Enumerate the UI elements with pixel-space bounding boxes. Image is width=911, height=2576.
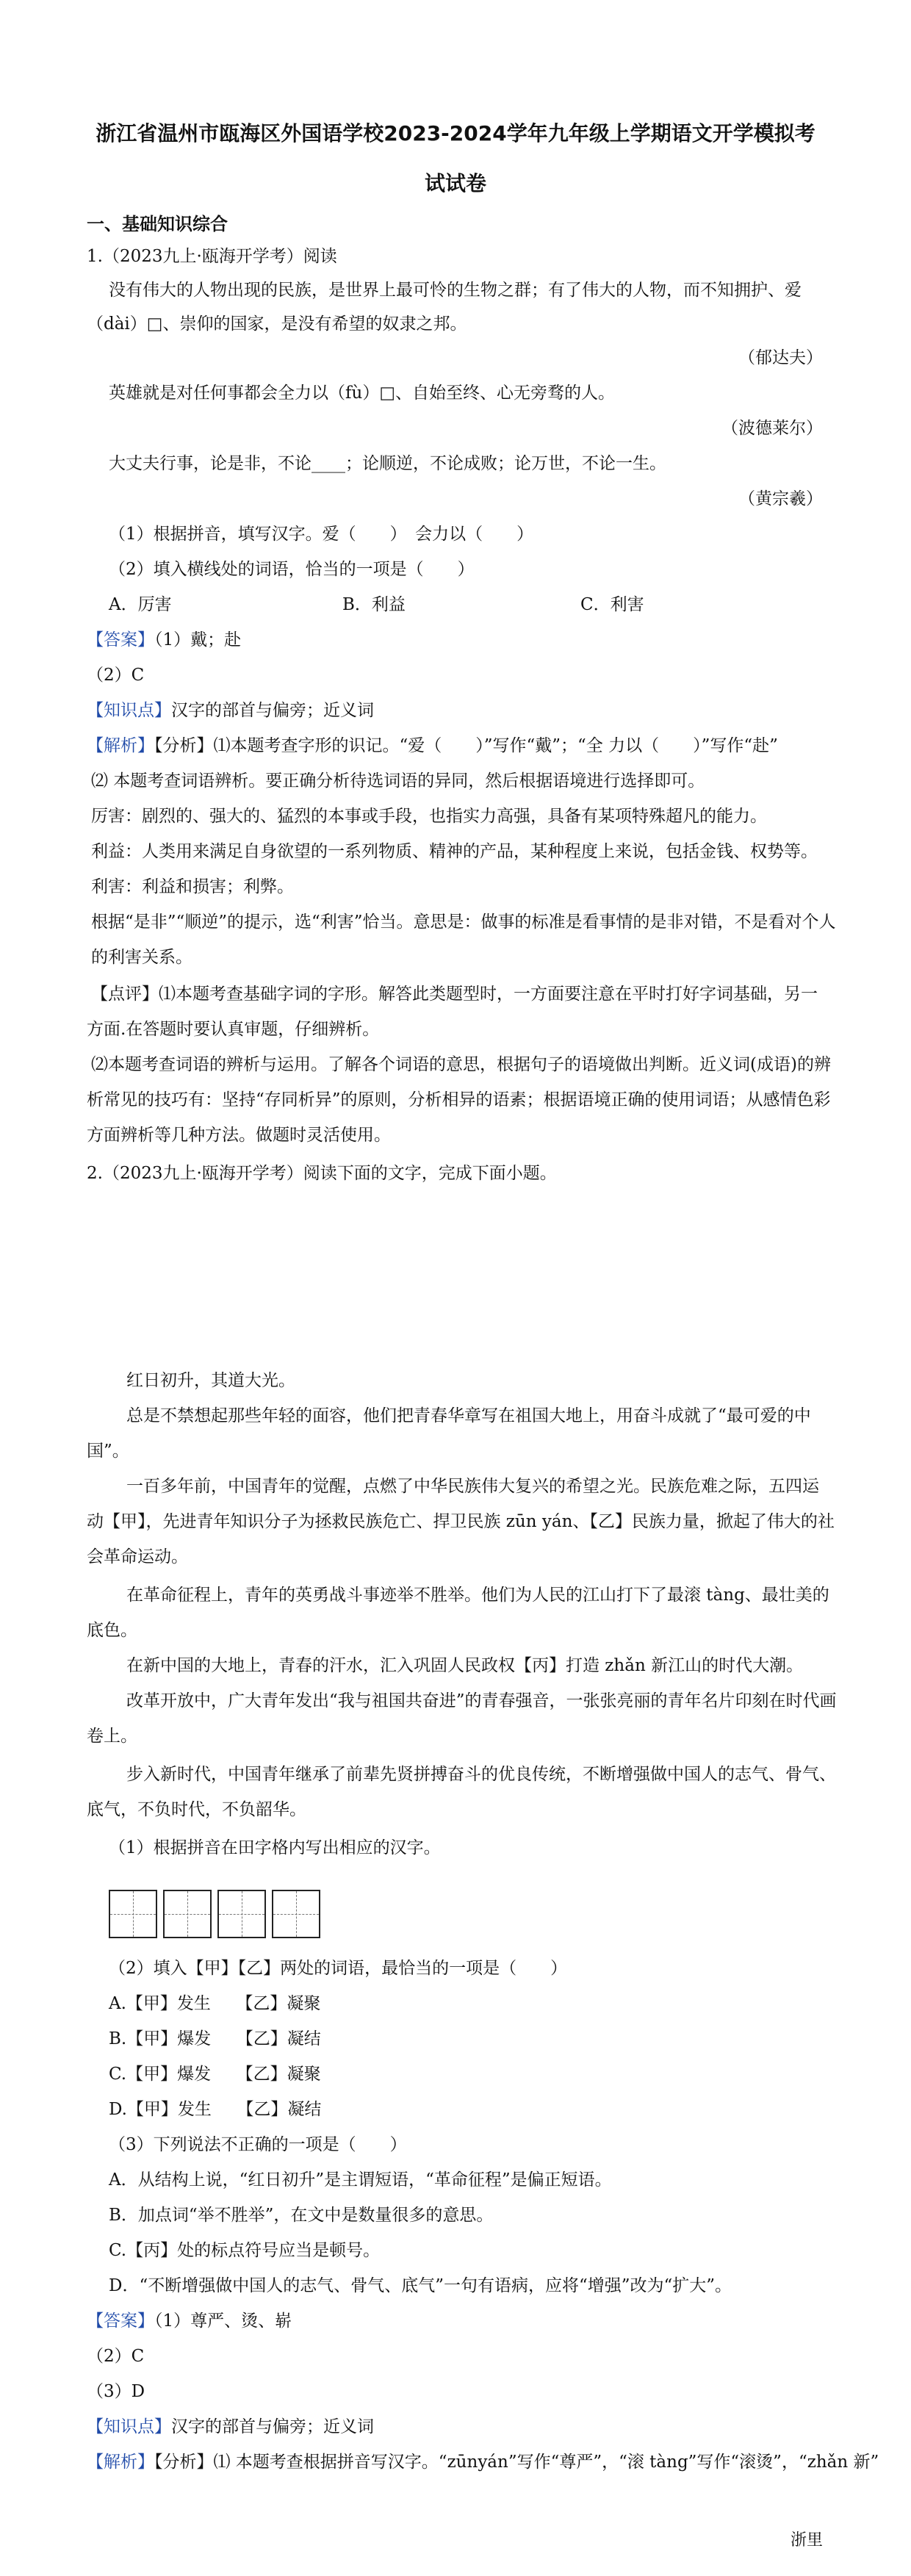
tianzige-cell[interactable] (109, 1890, 157, 1938)
q1-analysis-6: 根据“是非”“顺逆”的提示，选“利害”恰当。意思是：做事的标准是看事情的是非对错，不是看对个人 (91, 913, 836, 932)
q1-heading: 1.（2023九上·瓯海开学考）阅读 (87, 247, 337, 266)
tianzige-cell[interactable] (163, 1890, 212, 1938)
q1-analysis-7: 的利害关系。 (91, 948, 192, 967)
q1-comment-1: 【点评】⑴本题考查基础字词的字形。解答此类题型时，一方面要注意在平时打好字词基础，另一 (91, 985, 818, 1004)
q1-knowledge-text: 汉字的部首与偏旁；近义词 (171, 701, 374, 720)
q2-knowledge-text: 汉字的部首与偏旁；近义词 (171, 2417, 374, 2436)
q2-text-6a: 改革开放中，广大青年发出“我与祖国共奋进”的青春强音，一张张亮丽的青年名片印刻在时代画 (126, 1691, 837, 1710)
section-heading: 一、基础知识综合 (87, 214, 228, 234)
knowledge-tag: 【知识点】 (87, 701, 171, 720)
q1-comment-3: ⑵本题考查词语的辨析与运用。了解各个词语的意思，根据句子的语境做出判断。近义词(成语)的辨 (91, 1055, 831, 1074)
analysis-tag: 【解析】 (87, 2453, 154, 2472)
q2-sub3-option-a: A．从结构上说，“红日初升”是主谓短语，“革命征程”是偏正短语。 (109, 2170, 612, 2190)
q1-source3: （黄宗羲） (738, 489, 823, 508)
q1-sub2: （2）填入横线处的词语，恰当的一项是（ ） (109, 560, 475, 579)
answer-tag: 【答案】 (87, 630, 154, 650)
q1-answer-1: （1）戴；赴 (154, 630, 242, 650)
q2-text-2a: 总是不禁想起那些年轻的面容，他们把青春华章写在祖国大地上，用奋斗成就了“最可爱的中 (126, 1406, 811, 1425)
q2-knowledge (87, 2413, 374, 2437)
tianzige-cell[interactable] (217, 1890, 266, 1938)
q2-answer-1: （1）尊严、烫、崭 (154, 2311, 292, 2331)
q2-analysis-1: 【分析】⑴ 本题考查根据拼音写汉字。“zūnyán”写作“尊严”，“滚 tàng”写作“滚烫”，“zhǎn 新” (154, 2453, 879, 2472)
q2-sub3-option-b: B．加点词“举不胜举”，在文中是数量很多的意思。 (109, 2206, 494, 2225)
q1-answer-2: （2）C (87, 666, 145, 685)
q2-text-3b: 动【甲】，先进青年知识分子为拯救民族危亡、捍卫民族 zūn yán、【乙】民族力量，掀起了伟大的社 (87, 1512, 835, 1531)
q2-analysis (87, 2448, 879, 2472)
q1-analysis-1: 【分析】⑴本题考查字形的识记。“爱（ ）”写作“戴”；“全 力以（ ）”写作“赴” (154, 736, 778, 755)
q2-text-2b: 国”。 (87, 1442, 129, 1461)
q1-option-b: B．利益 (342, 595, 406, 614)
tianzige-grid[interactable] (109, 1890, 326, 1938)
q2-sub3: （3）下列说法不正确的一项是（ ） (109, 2135, 407, 2154)
q2-answer-3: （3）D (87, 2382, 145, 2401)
q2-heading: 2.（2023九上·瓯海开学考）阅读下面的文字，完成下面小题。 (87, 1164, 557, 1183)
q1-comment-5: 方面辨析等几种方法。做题时灵活使用。 (87, 1126, 391, 1145)
q2-text-4a: 在革命征程上，青年的英勇战斗事迹举不胜举。他们为人民的江山打下了最滚 tàng、最壮美的 (126, 1586, 829, 1605)
q1-analysis-5: 利害：利益和损害；利弊。 (91, 877, 294, 896)
page-title-line1: 浙江省温州市瓯海区外国语学校2023-2024学年九年级上学期语文开学模拟考 (96, 121, 815, 145)
q1-source1: （郁达夫） (738, 348, 823, 367)
q2-text-1: 红日初升，其道大光。 (126, 1371, 295, 1390)
q2-answer (87, 2307, 292, 2331)
q1-knowledge (87, 697, 374, 721)
q1-para2: 英雄就是对任何事都会全力以（fù）□、自始至终、心无旁骛的人。 (109, 384, 616, 403)
q1-para1a: 没有伟大的人物出现的民族，是世界上最可怜的生物之群；有了伟大的人物，而不知拥护、爱 (109, 281, 802, 300)
q2-sub2: （2）填入【甲】【乙】两处的词语，最恰当的一项是（ ） (109, 1959, 568, 1978)
q1-comment-4: 析常见的技巧有：坚持“存同析异”的原则，分析相异的语素；根据语境正确的使用词语；从感情色彩 (87, 1090, 831, 1109)
page-title-line2: 试试卷 (424, 171, 486, 195)
q2-sub3-option-d: D．“不断增强做中国人的志气、骨气、底气”一句有语病，应将“增强”改为“扩大”。 (109, 2276, 732, 2295)
q2-text-4b: 底色。 (87, 1621, 137, 1640)
q2-sub1: （1）根据拼音在田字格内写出相应的汉字。 (109, 1838, 441, 1857)
q2-text-7a: 步入新时代，中国青年继承了前辈先贤拼搏奋斗的优良传统，不断增强做中国人的志气、骨气、 (126, 1765, 836, 1784)
q2-text-7b: 底气，不负时代，不负韶华。 (87, 1800, 306, 1819)
q1-para1b: （dài）□、崇仰的国家，是没有希望的奴隶之邦。 (87, 314, 467, 334)
knowledge-tag: 【知识点】 (87, 2417, 171, 2436)
analysis-tag: 【解析】 (87, 736, 154, 755)
q2-answer-2: （2）C (87, 2347, 145, 2366)
q1-analysis (87, 732, 778, 756)
q1-comment-2: 方面.在答题时要认真审题，仔细辨析。 (87, 1020, 380, 1039)
q2-sub2-option-c: C.【甲】爆发 【乙】凝聚 (109, 2065, 321, 2084)
q1-option-c: C．利害 (580, 595, 644, 614)
q1-analysis-2: ⑵ 本题考查词语辨析。要正确分析待选词语的异同，然后根据语境进行选择即可。 (91, 771, 705, 791)
q1-answer (87, 626, 241, 650)
q2-sub2-option-a: A.【甲】发生 【乙】凝聚 (109, 1994, 321, 2013)
q1-analysis-3: 厉害：剧烈的、强大的、猛烈的本事或手段，也指实力高强，具备有某项特殊超凡的能力。 (91, 807, 767, 826)
q1-analysis-4: 利益：人类用来满足自身欲望的一系列物质、精神的产品，某种程度上来说，包括金钱、权势等。 (91, 842, 818, 861)
q1-sub1: （1）根据拼音，填写汉字。爱（ ） 会力以（ ） (109, 525, 534, 544)
q2-text-3c: 会革命运动。 (87, 1547, 188, 1566)
q2-text-5: 在新中国的大地上，青春的汗水，汇入巩固人民政权【丙】打造 zhǎn 新江山的时代大潮。 (126, 1656, 804, 1675)
page-footer: 浙里 (790, 2531, 823, 2550)
tianzige-cell[interactable] (272, 1890, 320, 1938)
q1-option-a: A．厉害 (109, 595, 172, 614)
q1-source2: （波德莱尔） (721, 419, 823, 438)
q2-text-6b: 卷上。 (87, 1727, 137, 1746)
answer-tag: 【答案】 (87, 2311, 154, 2331)
q2-sub3-option-c: C.【丙】处的标点符号应当是顿号。 (109, 2241, 381, 2260)
q1-para3: 大丈夫行事，论是非，不论____；论顺逆，不论成败；论万世，不论一生。 (109, 454, 666, 473)
q2-sub2-option-b: B.【甲】爆发 【乙】凝结 (109, 2029, 321, 2048)
q2-sub2-option-d: D.【甲】发生 【乙】凝结 (109, 2100, 322, 2119)
q2-text-3a: 一百多年前，中国青年的觉醒，点燃了中华民族伟大复兴的希望之光。民族危难之际，五四运 (126, 1477, 819, 1496)
